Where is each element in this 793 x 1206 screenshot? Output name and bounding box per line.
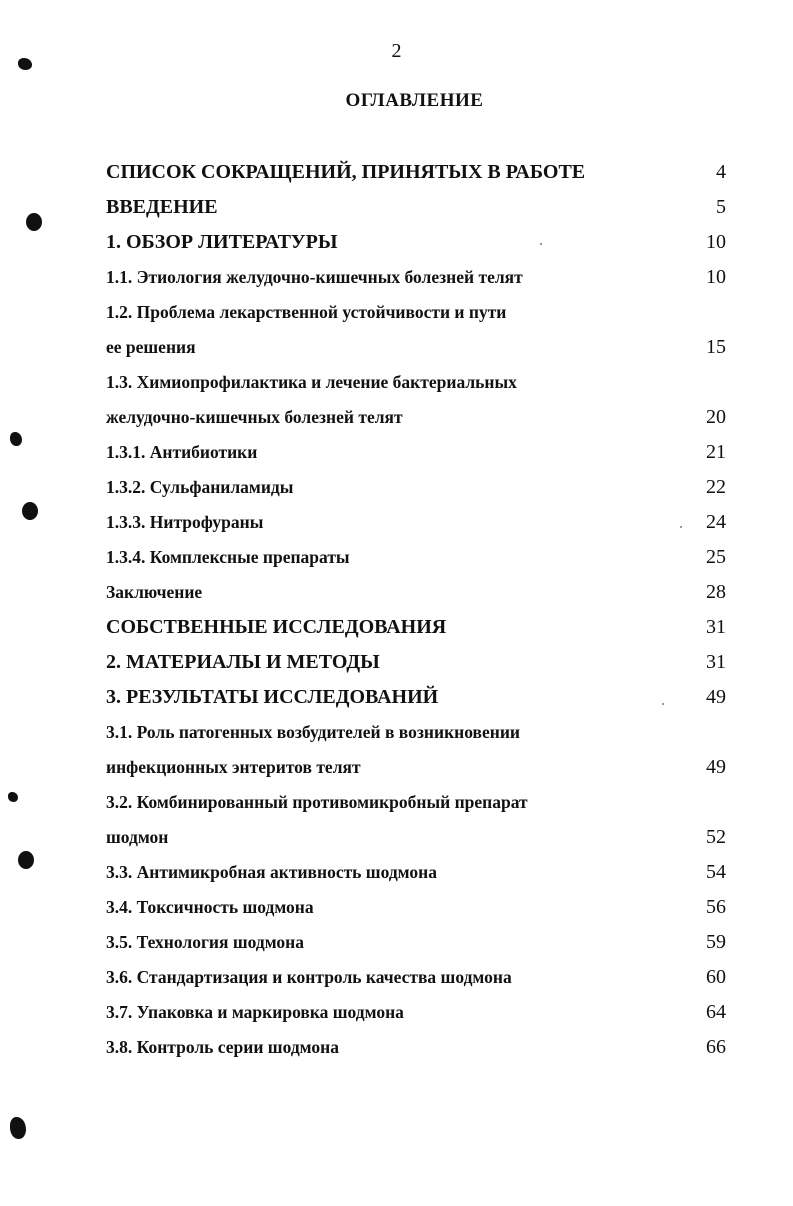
scan-blot bbox=[18, 58, 32, 70]
toc-entry-title: 1.2. Проблема лекарственной устойчивости и пути bbox=[106, 302, 507, 322]
toc-entry bbox=[106, 715, 726, 785]
toc-line bbox=[106, 785, 726, 820]
toc-line bbox=[106, 960, 726, 995]
toc-entry-page: 22 bbox=[706, 476, 726, 498]
toc-line bbox=[106, 610, 726, 645]
toc-entry bbox=[106, 540, 726, 575]
toc-line bbox=[106, 155, 726, 190]
toc-entry-page: 24 bbox=[706, 511, 726, 533]
toc-entry-title: шодмон bbox=[106, 827, 169, 847]
toc-line bbox=[106, 715, 726, 750]
toc-entry-title: 3.1. Роль патогенных возбудителей в возникновении bbox=[106, 722, 521, 742]
toc-entry bbox=[106, 435, 726, 470]
toc-line bbox=[106, 925, 726, 960]
toc-entry bbox=[106, 155, 726, 190]
toc-entry-title: СПИСОК СОКРАЩЕНИЙ, ПРИНЯТЫХ В РАБОТЕ bbox=[106, 161, 586, 183]
toc-entry-page: 54 bbox=[706, 861, 726, 883]
toc-entry-title: 3.6. Стандартизация и контроль качества шодмона bbox=[106, 967, 512, 987]
scan-blot bbox=[10, 432, 22, 446]
toc-line bbox=[106, 540, 726, 575]
toc-entry bbox=[106, 295, 726, 365]
toc-entry-page: 10 bbox=[706, 231, 726, 253]
toc-entry-title: желудочно-кишечных болезней телят bbox=[106, 407, 403, 427]
toc-entry bbox=[106, 190, 726, 225]
toc-entry bbox=[106, 855, 726, 890]
page-title: ОГЛАВЛЕНИЕ bbox=[345, 90, 484, 111]
toc-entry bbox=[106, 645, 726, 680]
toc-entry-page: 56 bbox=[706, 896, 726, 918]
table-of-contents bbox=[106, 155, 726, 1065]
toc-entry bbox=[106, 925, 726, 960]
toc-line bbox=[106, 400, 726, 435]
binder-hole bbox=[22, 502, 38, 520]
toc-entry-title: 1.3.2. Сульфаниламиды bbox=[106, 477, 294, 497]
toc-entry-title: СОБСТВЕННЫЕ ИССЛЕДОВАНИЯ bbox=[106, 616, 447, 638]
toc-entry bbox=[106, 960, 726, 995]
toc-line bbox=[106, 855, 726, 890]
scan-speck bbox=[680, 526, 682, 528]
toc-entry-title: 1.3.3. Нитрофураны bbox=[106, 512, 264, 532]
toc-entry-page: 28 bbox=[706, 581, 726, 603]
toc-line bbox=[106, 645, 726, 680]
toc-entry-page: 52 bbox=[706, 826, 726, 848]
toc-line bbox=[106, 470, 726, 505]
toc-entry-page: 25 bbox=[706, 546, 726, 568]
toc-entry-title: 1.3.4. Комплексные препараты bbox=[106, 547, 350, 567]
toc-line bbox=[106, 260, 726, 295]
toc-entry-page: 59 bbox=[706, 931, 726, 953]
toc-entry-page: 31 bbox=[706, 651, 726, 673]
toc-entry-title: инфекционных энтеритов телят bbox=[106, 757, 361, 777]
toc-line bbox=[106, 750, 726, 785]
scan-speck bbox=[540, 243, 542, 245]
toc-entry-title: 3. РЕЗУЛЬТАТЫ ИССЛЕДОВАНИЙ bbox=[106, 686, 439, 708]
toc-entry-title: ВВЕДЕНИЕ bbox=[106, 196, 218, 218]
toc-entry-title: 3.8. Контроль серии шодмона bbox=[106, 1037, 339, 1057]
toc-entry-title: 3.4. Токсичность шодмона bbox=[106, 897, 314, 917]
toc-entry bbox=[106, 365, 726, 435]
toc-line bbox=[106, 1030, 726, 1065]
toc-line bbox=[106, 330, 726, 365]
toc-line bbox=[106, 225, 726, 260]
toc-entry-page: 64 bbox=[706, 1001, 726, 1023]
toc-entry bbox=[106, 225, 726, 260]
scan-speck bbox=[662, 703, 664, 705]
toc-line bbox=[106, 295, 726, 330]
toc-line bbox=[106, 995, 726, 1030]
toc-entry-page: 31 bbox=[706, 616, 726, 638]
toc-entry-title: 3.5. Технология шодмона bbox=[106, 932, 304, 952]
toc-entry-page: 4 bbox=[716, 161, 726, 183]
toc-line bbox=[106, 575, 726, 610]
toc-line bbox=[106, 190, 726, 225]
toc-entry-title: 1.3. Химиопрофилактика и лечение бактериальных bbox=[106, 372, 517, 392]
toc-line bbox=[106, 890, 726, 925]
toc-line bbox=[106, 820, 726, 855]
toc-entry-title: 3.2. Комбинированный противомикробный препарат bbox=[106, 792, 528, 812]
scan-blot bbox=[10, 1117, 26, 1139]
toc-entry-title: 1. ОБЗОР ЛИТЕРАТУРЫ bbox=[106, 231, 338, 253]
toc-line bbox=[106, 435, 726, 470]
toc-entry bbox=[106, 470, 726, 505]
toc-entry-page: 60 bbox=[706, 966, 726, 988]
toc-entry-page: 10 bbox=[706, 266, 726, 288]
toc-entry bbox=[106, 260, 726, 295]
toc-entry bbox=[106, 575, 726, 610]
toc-entry-title: 1.1. Этиология желудочно-кишечных болезней телят bbox=[106, 267, 523, 287]
page-number: 2 bbox=[391, 40, 402, 62]
toc-entry-title: ее решения bbox=[106, 337, 196, 357]
toc-entry-page: 66 bbox=[706, 1036, 726, 1058]
toc-entry-title: Заключение bbox=[106, 582, 203, 602]
toc-line bbox=[106, 505, 726, 540]
scan-blot bbox=[8, 792, 18, 802]
toc-entry-page: 49 bbox=[706, 756, 726, 778]
binder-hole bbox=[18, 851, 34, 869]
toc-entry-page: 49 bbox=[706, 686, 726, 708]
binder-hole bbox=[26, 213, 42, 231]
toc-line bbox=[106, 365, 726, 400]
toc-entry bbox=[106, 680, 726, 715]
toc-entry-page: 15 bbox=[706, 336, 726, 358]
toc-line bbox=[106, 680, 726, 715]
toc-entry-page: 20 bbox=[706, 406, 726, 428]
toc-entry bbox=[106, 785, 726, 855]
toc-entry-title: 3.7. Упаковка и маркировка шодмона bbox=[106, 1002, 404, 1022]
toc-entry bbox=[106, 995, 726, 1030]
toc-entry bbox=[106, 1030, 726, 1065]
toc-entry bbox=[106, 505, 726, 540]
toc-entry-title: 3.3. Антимикробная активность шодмона bbox=[106, 862, 437, 882]
toc-entry-title: 2. МАТЕРИАЛЫ И МЕТОДЫ bbox=[106, 651, 380, 673]
toc-entry-title: 1.3.1. Антибиотики bbox=[106, 442, 258, 462]
toc-entry bbox=[106, 610, 726, 645]
toc-entry bbox=[106, 890, 726, 925]
toc-entry-page: 21 bbox=[706, 441, 726, 463]
toc-entry-page: 5 bbox=[716, 196, 726, 218]
